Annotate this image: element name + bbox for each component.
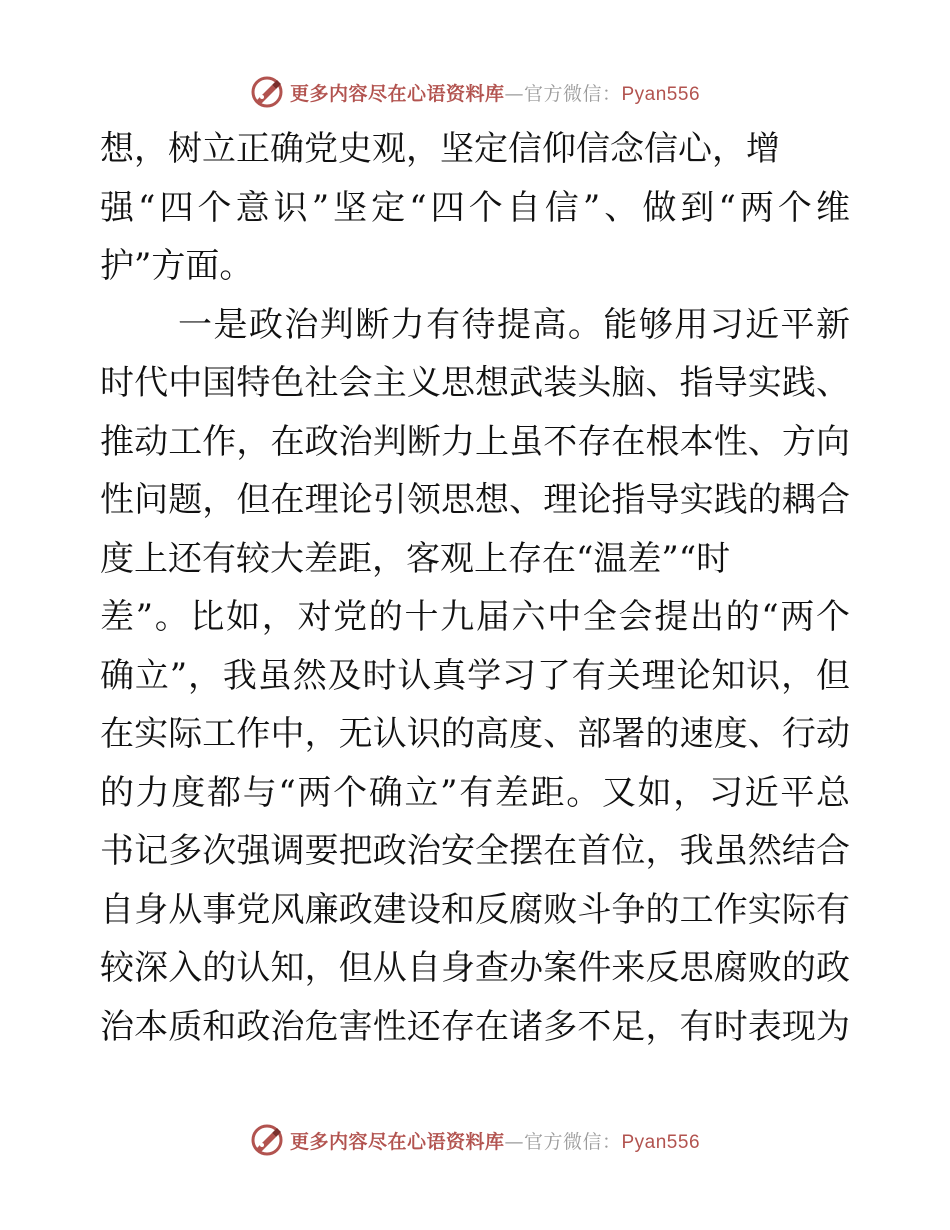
text-line: 自身从事党风廉政建设和反腐败斗争的工作实际有 (100, 889, 850, 930)
text-line: 想，树立正确党史观，坚定信仰信念信心，增 (100, 129, 780, 169)
pen-logo-icon (250, 1123, 284, 1157)
pen-logo-icon (250, 75, 284, 109)
watermark-official: 官方微信： (523, 1130, 622, 1153)
footer-watermark (0, 1120, 950, 1160)
text-line: 推动工作，在政治判断力上虽不存在根本性、方向 (100, 421, 850, 462)
text-line: 在实际工作中，无认识的高度、部署的速度、行动 (100, 714, 850, 754)
text-line: 护”方面。 (100, 246, 254, 286)
header-watermark (0, 72, 950, 112)
watermark-official: 官方微信： (523, 82, 622, 105)
watermark-id: Pyan556 (621, 1131, 701, 1153)
text-line: 确立”，我虽然及时认真学习了有关理论知识，但 (100, 655, 850, 696)
text-line: 强“四个意识”坚定“四个自信”、做到“两个维 (100, 187, 850, 228)
text-line: 性问题，但在理论引领思想、理论指导实践的耦合 (100, 480, 850, 520)
text-line: 差”。比如，对党的十九届六中全会提出的“两个 (100, 597, 850, 637)
watermark-text (290, 79, 700, 106)
text-line: 治本质和政治危害性还存在诸多不足，有时表现为 (100, 1006, 850, 1047)
watermark-main: 更多内容尽在心语资料库 (289, 1130, 505, 1153)
watermark-main: 更多内容尽在心语资料库 (289, 82, 505, 105)
text-line: 书记多次强调要把政治安全摆在首位，我虽然结合 (100, 831, 850, 871)
text-line: 较深入的认知，但从自身查办案件来反思腐败的政 (100, 948, 850, 988)
text-line: 度上还有较大差距，客观上存在“温差”“时 (100, 538, 731, 579)
watermark-text (290, 1127, 700, 1154)
document-body (100, 120, 850, 1056)
watermark-id: Pyan556 (621, 83, 701, 105)
watermark-separator: — (504, 82, 524, 105)
watermark-separator: — (504, 1130, 524, 1153)
text-line: 时代中国特色社会主义思想武装头脑、指导实践、 (100, 363, 850, 403)
text-line: 的力度都与“两个确立”有差距。又如，习近平总 (100, 772, 850, 813)
text-line: 一是政治判断力有待提高。能够用习近平新 (178, 304, 850, 345)
